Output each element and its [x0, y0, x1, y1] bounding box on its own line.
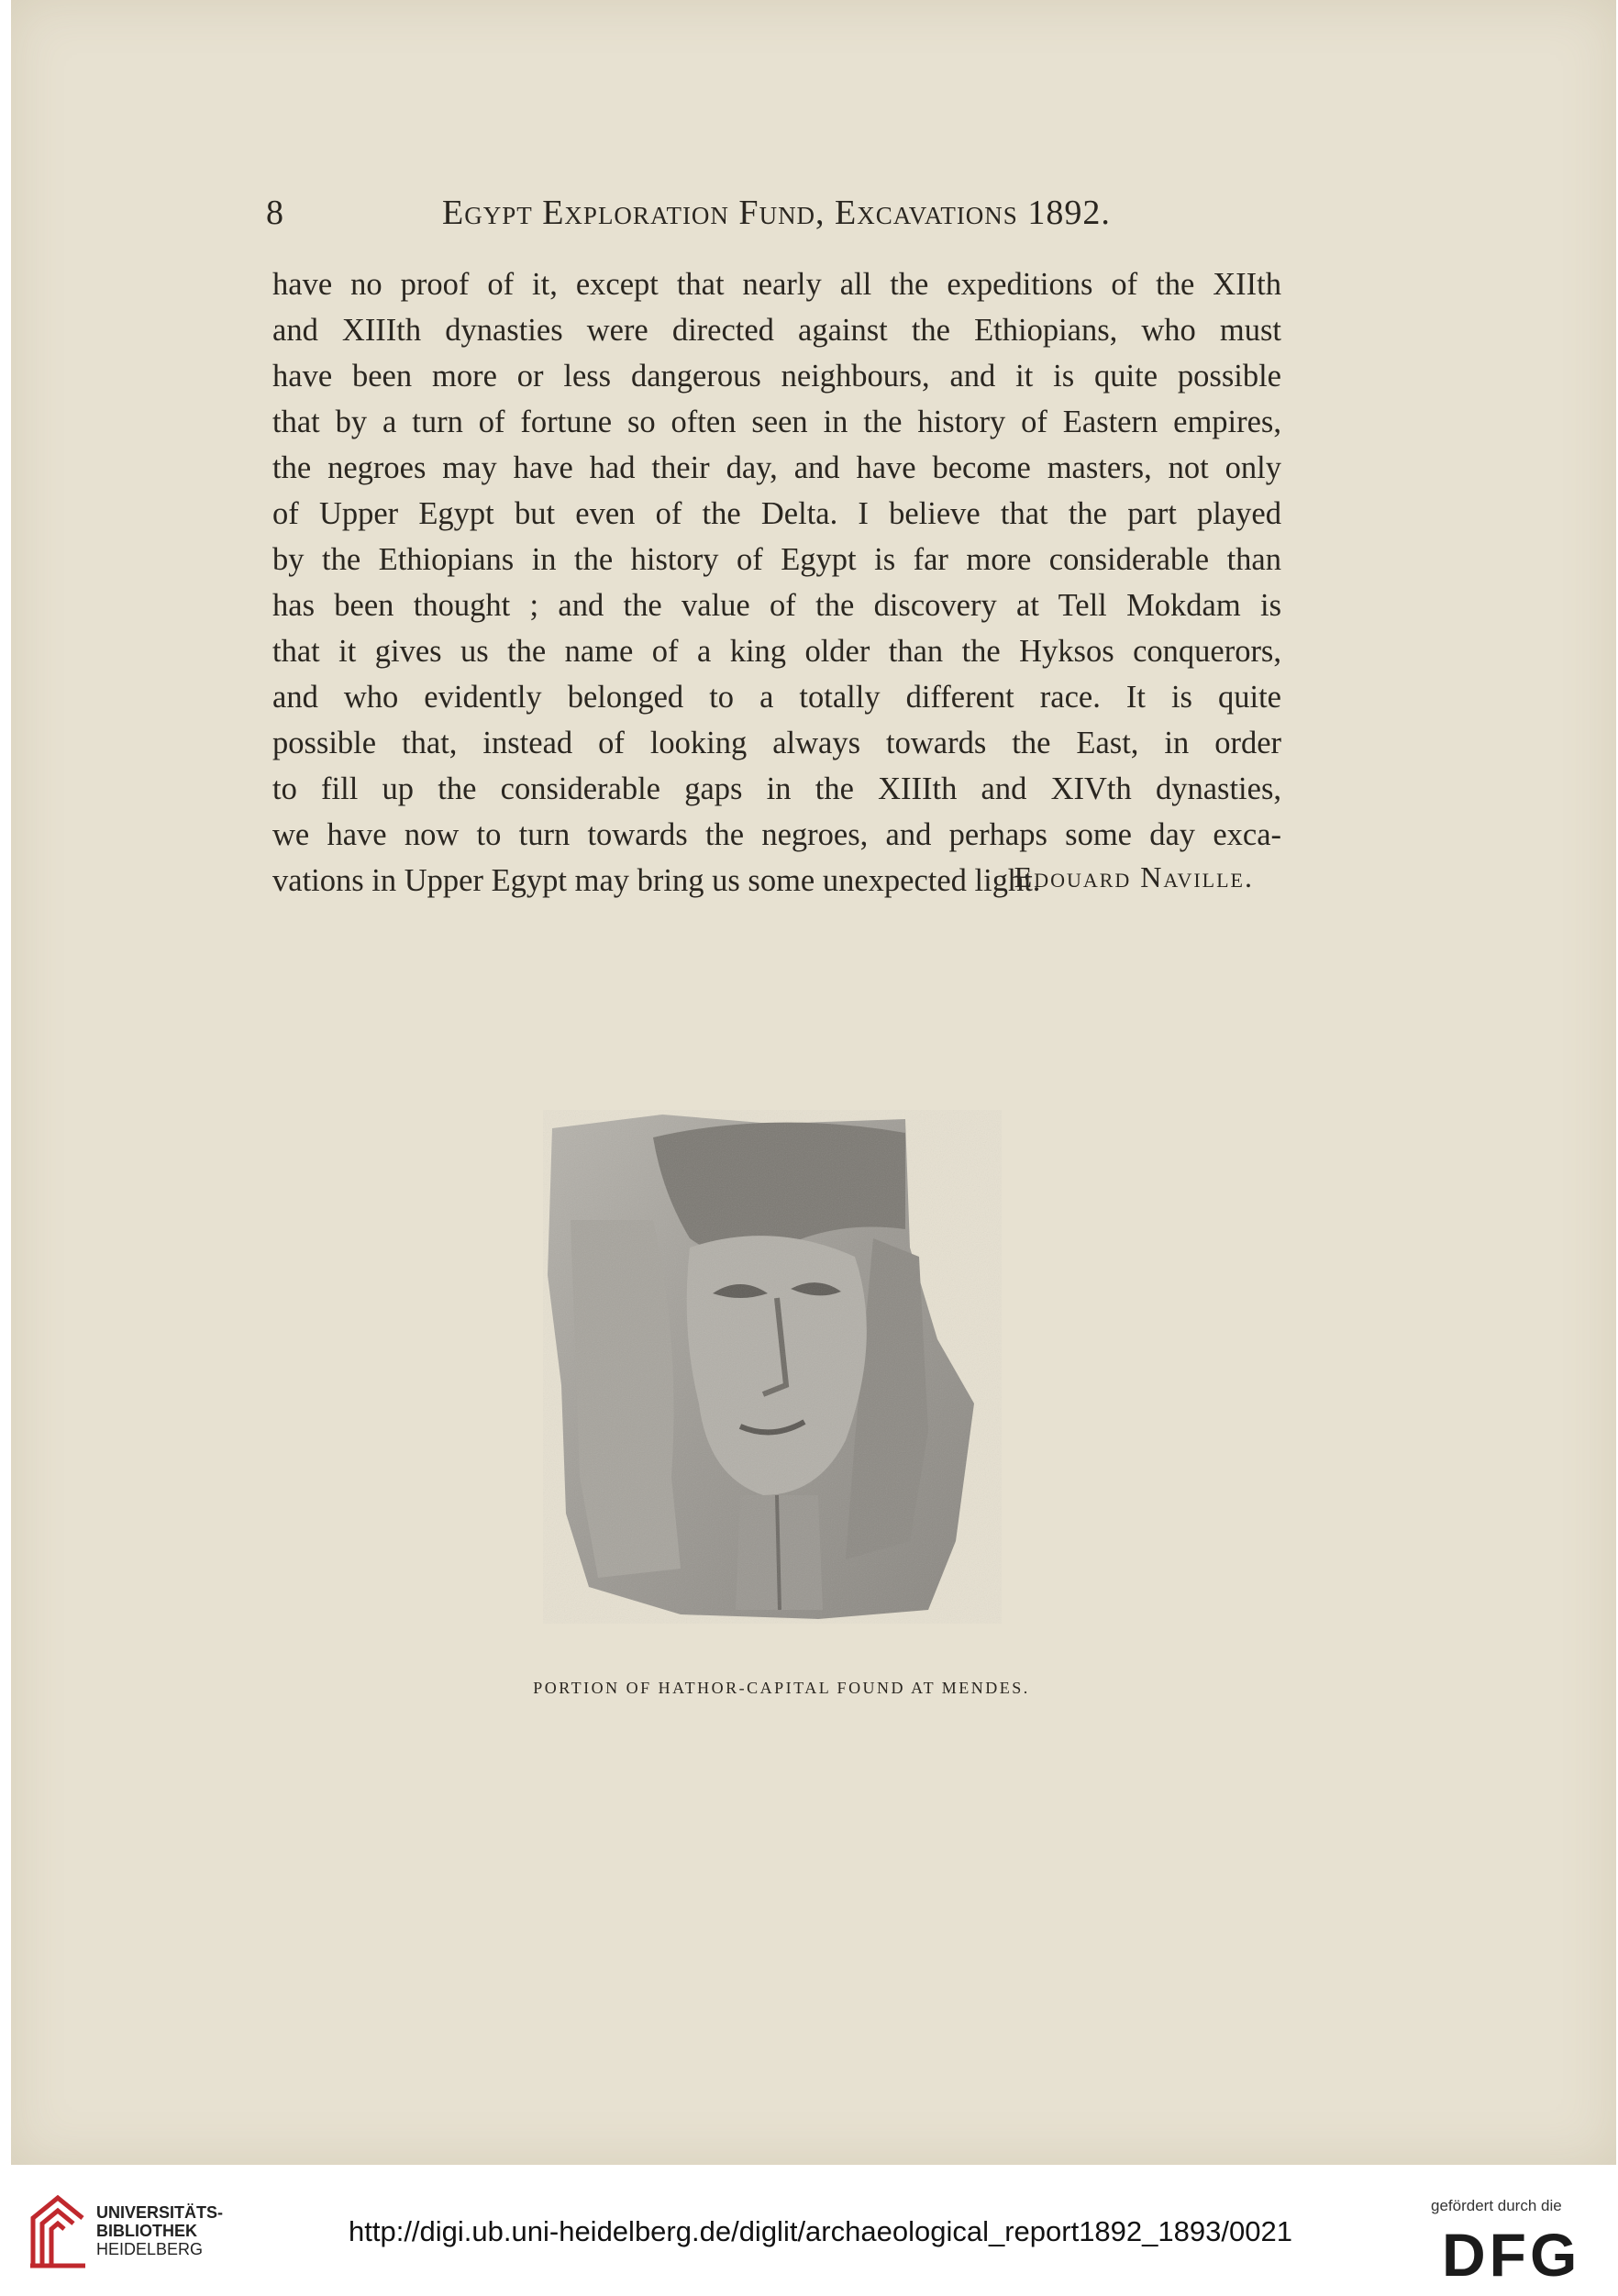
library-name: UNIVERSITÄTS- BIBLIOTHEK HEIDELBERG — [96, 2203, 224, 2258]
text-line: has been thought ; and the value of the discovery at Tell Mokdam is — [272, 588, 1281, 623]
page-number: 8 — [266, 194, 283, 232]
author-signature: Edouard Naville. — [1014, 860, 1254, 893]
text-line: possible that, instead of looking always towards the East, in order — [272, 726, 1281, 760]
scanned-page — [11, 0, 1616, 2165]
hathor-capital-illustration — [543, 1110, 1002, 1624]
text-line: we have now to turn towards the negroes, and perhaps some day exca- — [272, 817, 1281, 852]
text-line: of Upper Egypt but even of the Delta. I believe that the part played — [272, 496, 1281, 531]
funding-note: gefördert durch die — [1431, 2197, 1562, 2214]
permalink-url[interactable]: http://digi.ub.uni-heidelberg.de/diglit/archaeological_report1892_1893/0021 — [349, 2215, 1292, 2247]
text-line: and who evidently belonged to a totally different race. It is quite — [272, 680, 1281, 715]
university-library-logo-icon — [26, 2191, 90, 2269]
text-line: that by a turn of fortune so often seen in the history of Eastern empires, — [272, 405, 1281, 439]
text-line: the negroes may have had their day, and have become masters, not only — [272, 450, 1281, 485]
text-line: by the Ethiopians in the history of Egypt is far more considerable than — [272, 542, 1281, 577]
text-line: have no proof of it, except that nearly all the expeditions of the XIIth — [272, 267, 1281, 302]
dfg-logo: DFG — [1442, 2221, 1581, 2289]
text-line: and XIIIth dynasties were directed against the Ethiopians, who must — [272, 313, 1281, 348]
page-header — [259, 193, 1268, 238]
text-line: to fill up the considerable gaps in the XIIIth and XIVth dynasties, — [272, 771, 1281, 806]
running-head: Egypt Exploration Fund, Excavations 1892. — [442, 194, 1111, 232]
text-line: vations in Upper Egypt may bring us some unexpected light. — [272, 863, 1041, 898]
digitization-footer — [0, 2165, 1618, 2296]
figure-caption: PORTION OF HATHOR-CAPITAL FOUND AT MENDES. — [533, 1679, 1030, 1697]
body-text — [272, 261, 1281, 904]
text-line: that it gives us the name of a king older than the Hyksos conquerors, — [272, 634, 1281, 669]
text-line: have been more or less dangerous neighbours, and it is quite possible — [272, 359, 1281, 394]
